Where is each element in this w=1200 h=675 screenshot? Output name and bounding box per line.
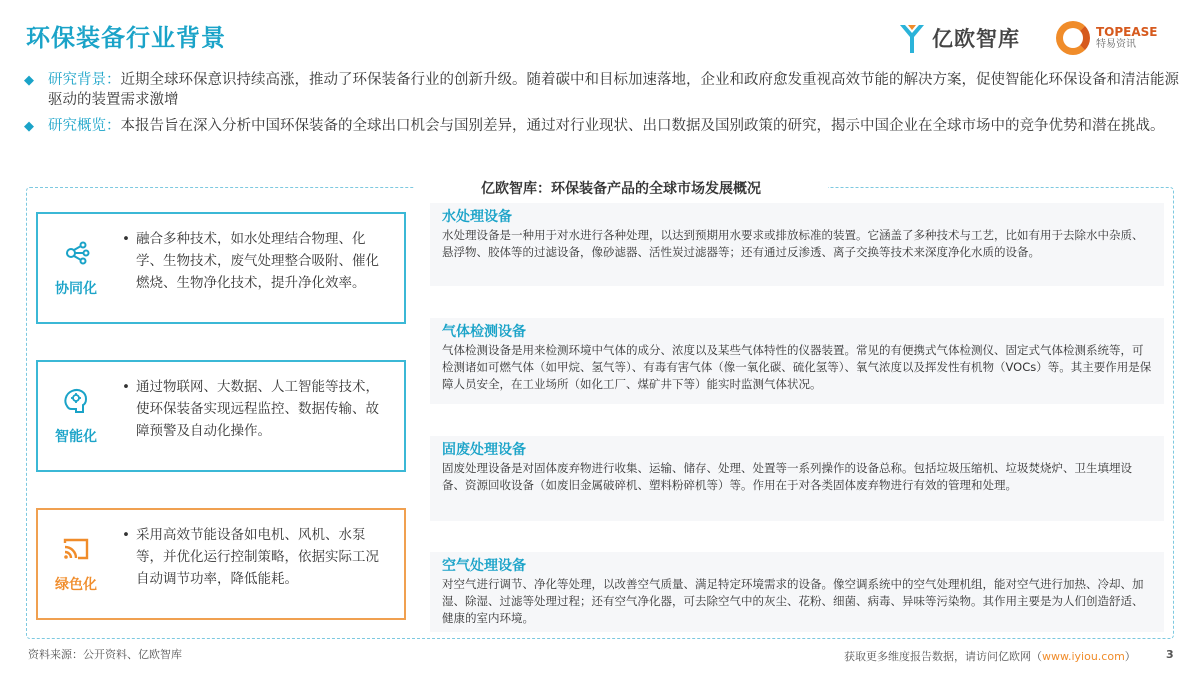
equipment-card-solid-waste [430, 436, 1164, 521]
brain-icon [61, 386, 91, 416]
equipment-heading: 气体检测设备 [442, 324, 526, 340]
topease-name: TOPEASE [1096, 24, 1158, 39]
yiou-logo [898, 20, 1020, 56]
trend-card-synergy [36, 212, 406, 324]
trend-text: 采用高效节能设备如电机、风机、水泵等，并优化运行控制策略，依据实际工况自动调节功率，降低能耗。 [136, 527, 379, 587]
intro-bullet-overview [24, 116, 1184, 137]
equipment-body: 固废处理设备是对固体废弃物进行收集、运输、储存、处理、处置等一系列操作的设备总称。包括垃圾压缩机、垃圾焚烧炉、卫生填埋设备、资源回收设备（如废旧金属破碎机、塑料粉碎机等）等。作用在于对各类固体废弃物进行有效的管理和处理。 [442, 461, 1132, 492]
trend-label: 协同化 [55, 281, 97, 297]
yiou-logo-text: 亿欧智库 [932, 27, 1020, 51]
cast-icon [61, 534, 91, 564]
source-note: 资料来源：公开资料、亿欧智库 [28, 648, 182, 661]
bullet-label: 研究背景： [48, 72, 121, 88]
equipment-body: 水处理设备是一种用于对水进行各种处理，以达到预期用水要求或排放标准的装置。它涵盖了多种技术与工艺，比如有用于去除水中杂质、悬浮物、胶体等的过滤设备，像砂滤器、活性炭过滤器等；还有通过反渗透、离子交换等技术来深度净化水质的设备。 [442, 228, 1144, 259]
trend-label: 绿色化 [55, 577, 97, 593]
bullet-text: 本报告旨在深入分析中国环保装备的全球出口机会与国别差异，通过对行业现状、出口数据及国别政策的研究，揭示中国企业在全球市场中的竞争优势和潜在挑战。 [120, 118, 1165, 134]
topease-logo [1056, 18, 1158, 58]
trend-text: 通过物联网、大数据、人工智能等技术，使环保装备实现远程监控、数据传输、故障预警及自动化操作。 [136, 379, 379, 439]
bullet-dot: • [122, 231, 130, 247]
trend-card-green [36, 508, 406, 620]
page-title: 环保装备行业背景 [26, 24, 226, 52]
equipment-body: 气体检测设备是用来检测环境中气体的成分、浓度以及某些气体特性的仪器装置。常见的有便携式气体检测仪、固定式气体检测系统等，可检测诸如可燃气体（如甲烷、氢气等）、有毒有害气体（像一氧化碳、硫化氢等）、氧气浓度以及挥发性有机物（VOCs）等。其主要作用是保障人员安全，在工业场所（如化工厂、煤矿井下等）能实时监测气体状况。 [442, 343, 1152, 391]
bullet-dot: • [122, 527, 130, 543]
topease-sub: 特易资讯 [1096, 38, 1136, 50]
bullet-dot: • [122, 379, 130, 395]
equipment-card-gas [430, 318, 1164, 404]
diamond-icon: ◆ [24, 119, 34, 134]
page-number: 3 [1166, 648, 1174, 661]
yiou-mark-icon [898, 21, 926, 55]
equipment-heading: 空气处理设备 [442, 558, 526, 574]
bullet-label: 研究概览： [48, 118, 121, 134]
topease-ring-icon [1056, 21, 1090, 55]
equipment-body: 对空气进行调节、净化等处理，以改善空气质量、满足特定环境需求的设备。像空调系统中的空气处理机组，能对空气进行加热、冷却、加湿、除湿、过滤等处理过程；还有空气净化器，可去除空气中的灰尘、花粉、细菌、病毒、异味等污染物。其作用主要是为人们创造舒适、健康的室内环境。 [442, 577, 1144, 625]
panel-title: 亿欧智库：环保装备产品的全球市场发展概况 [414, 178, 828, 198]
network-icon [61, 238, 91, 268]
diamond-icon: ◆ [24, 73, 34, 88]
trend-label: 智能化 [55, 429, 97, 445]
equipment-card-air [430, 552, 1164, 632]
trend-card-intelligent [36, 360, 406, 472]
more-data-note: 获取更多维度报告数据，请访问亿欧网（www.iyiou.com） [844, 650, 1136, 663]
trend-text: 融合多种技术，如水处理结合物理、化学、生物技术，废气处理整合吸附、催化燃烧、生物净化技术，提升净化效率。 [136, 231, 379, 291]
intro-bullet-background [24, 70, 1184, 110]
equipment-heading: 水处理设备 [442, 209, 512, 225]
equipment-card-water [430, 203, 1164, 286]
intro-bullets [24, 70, 1184, 143]
bullet-text: 近期全球环保意识持续高涨，推动了环保装备行业的创新升级。随着碳中和目标加速落地，企业和政府愈发重视高效节能的解决方案，促使智能化环保设备和清洁能源驱动的装置需求激增 [48, 72, 1179, 108]
equipment-heading: 固废处理设备 [442, 442, 526, 458]
iyiou-link[interactable]: www.iyiou.com [1042, 650, 1125, 663]
